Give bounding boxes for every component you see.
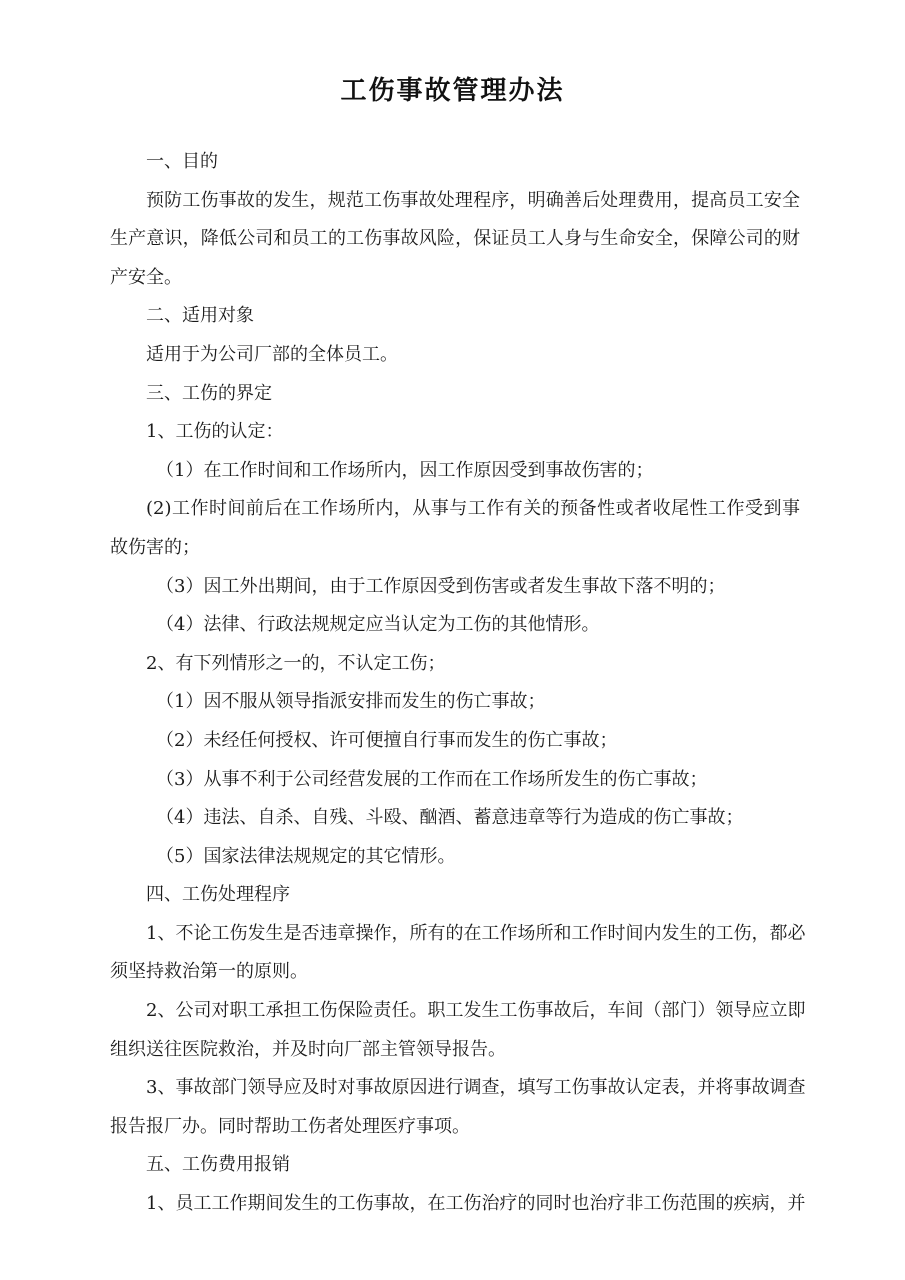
text-line	[110, 568, 800, 607]
text-line	[110, 953, 800, 992]
text-line	[110, 490, 800, 529]
text-line	[110, 992, 806, 1031]
text-line	[110, 799, 800, 838]
text-line	[110, 375, 800, 414]
text-line-content: （2）未经任何授权、许可便擅自行事而发生的伤亡事故；	[156, 729, 618, 751]
text-line-content: 1、不论工伤发生是否违章操作，所有的在工作场所和工作时间内发生的工伤，都必	[146, 922, 806, 944]
text-line	[110, 683, 800, 722]
text-line-content: （3）因工外出期间，由于工作原因受到伤害或者发生事故下落不明的；	[156, 575, 726, 597]
text-line-content: 预防工伤事故的发生，规范工伤事故处理程序，明确善后处理费用，提高员工安全	[146, 189, 800, 211]
text-line-content: （1）在工作时间和工作场所内，因工作原因受到事故伤害的；	[156, 459, 654, 481]
text-line	[110, 761, 800, 800]
text-line-content: 3、事故部门领导应及时对事故原因进行调查，填写工伤事故认定表，并将事故调查	[146, 1077, 806, 1099]
text-line	[110, 1108, 800, 1147]
text-line-content: 故伤害的；	[110, 536, 200, 558]
text-line	[110, 336, 800, 375]
text-line-content: 适用于为公司厂部的全体员工。	[146, 343, 398, 365]
text-line-content: 1、员工工作期间发生的工伤事故，在工伤治疗的同时也治疗非工伤范围的疾病，并	[146, 1193, 806, 1215]
document-body	[110, 143, 806, 1224]
text-line-content: 五、工伤费用报销	[146, 1154, 290, 1176]
text-line	[110, 838, 800, 877]
text-line	[110, 1031, 800, 1070]
text-line	[110, 1069, 806, 1108]
text-line-content: 四、工伤处理程序	[146, 884, 290, 906]
text-line-content: 生产意识，降低公司和员工的工伤事故风险，保证员工人身与生命安全，保障公司的财	[110, 228, 800, 250]
text-line-content: （1）因不服从领导指派安排而发生的伤亡事故；	[156, 691, 546, 713]
text-line-content: 一、目的	[146, 151, 218, 172]
text-line-content: 三、工伤的界定	[146, 382, 272, 404]
text-line	[110, 452, 800, 491]
text-line	[110, 259, 800, 298]
text-line	[110, 182, 800, 221]
text-line	[110, 529, 800, 568]
text-line-content: 组织送往医院救治，并及时向厂部主管领导报告。	[110, 1038, 506, 1060]
text-line	[110, 606, 800, 645]
text-line-content: 1、工伤的认定：	[146, 421, 284, 443]
document-title: 工伤事故管理办法	[340, 76, 565, 106]
text-line	[110, 413, 800, 452]
text-line-content: （3）从事不利于公司经营发展的工作而在工作场所发生的伤亡事故；	[156, 768, 708, 790]
text-line	[110, 143, 800, 182]
text-line	[110, 297, 800, 336]
text-line-content: (2)工作时间前后在工作场所内，从事与工作有关的预备性或者收尾性工作受到事	[146, 498, 800, 520]
text-line-content: 2、公司对职工承担工伤保险责任。职工发生工伤事故后，车间（部门）领导应立即	[146, 1000, 806, 1022]
text-line-content: （5）国家法律法规规定的其它情形。	[156, 845, 456, 867]
text-line-content: 二、适用对象	[146, 305, 254, 327]
text-line-content: （4）法律、行政法规规定应当认定为工伤的其他情形。	[156, 614, 600, 636]
text-line-content: 报告报厂办。同时帮助工伤者处理医疗事项。	[110, 1115, 470, 1137]
text-line	[110, 876, 800, 915]
text-line	[110, 915, 806, 954]
text-line-content: 须坚持救治第一的原则。	[110, 961, 308, 983]
text-line	[110, 1146, 800, 1185]
text-line	[110, 220, 800, 259]
text-line	[110, 722, 800, 761]
text-line	[110, 1185, 806, 1224]
text-line-content: 产安全。	[110, 266, 182, 288]
text-line-content: （4）违法、自杀、自残、斗殴、酗酒、蓄意违章等行为造成的伤亡事故；	[156, 807, 744, 829]
text-line-content: 2、有下列情形之一的，不认定工伤；	[146, 652, 446, 674]
text-line	[110, 645, 800, 684]
